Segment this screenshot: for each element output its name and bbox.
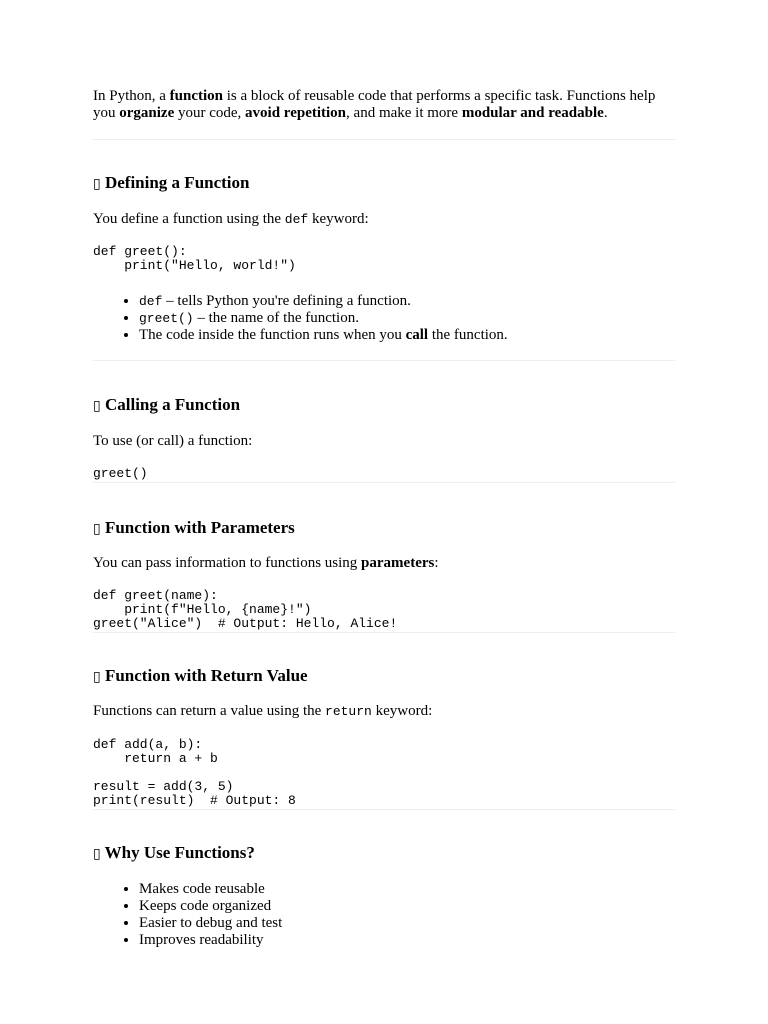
intro-bold-organize: organize [119, 105, 175, 121]
defining-bullet-list [93, 293, 675, 344]
heading-text: Calling a Function [104, 395, 241, 414]
heading-emoji-icon: ▯ [93, 176, 101, 192]
code-block-return: def add(a, b): return a + b result = add(3, 5) print(result) # Output: 8 [93, 737, 296, 808]
list-item-text: the function. [428, 327, 508, 343]
list-item-text: The code inside the function runs when you [139, 327, 406, 343]
heading-text: Function with Parameters [104, 518, 295, 537]
section-divider [93, 809, 675, 810]
intro-text: is a block of reusable code that performs a specific task. Functions help you [93, 88, 656, 121]
document-body [93, 88, 675, 949]
intro-paragraph [93, 88, 675, 122]
heading-emoji-icon: ▯ [93, 846, 101, 862]
heading-function-parameters [93, 518, 675, 539]
heading-emoji-icon: ▯ [93, 521, 101, 537]
heading-text: Function with Return Value [104, 666, 308, 685]
heading-defining-function [93, 173, 675, 194]
section-divider [93, 482, 675, 483]
section-divider [93, 632, 675, 633]
intro-bold-avoid-repetition: avoid repetition [245, 105, 347, 121]
code-block-call: greet() [93, 466, 148, 481]
list-item: • Makes code reusable [139, 881, 675, 898]
heading-text: Defining a Function [104, 173, 250, 192]
list-item [139, 310, 675, 327]
list-item [139, 293, 675, 310]
heading-why-use-functions [93, 843, 675, 864]
parameters-lead [93, 555, 675, 572]
section-divider [93, 139, 675, 140]
inline-code: def [284, 212, 309, 227]
lead-text: Functions can return a value using the [93, 703, 326, 719]
heading-function-return-value [93, 666, 675, 687]
lead-text: You can pass information to functions using [93, 555, 362, 571]
inline-code: return [325, 704, 372, 719]
inline-code: greet() [139, 311, 194, 326]
calling-lead: To use (or call) a function: [93, 433, 253, 449]
heading-emoji-icon: ▯ [93, 398, 101, 414]
intro-text: , and make it more [346, 105, 462, 121]
intro-bold-modular: modular and readable [461, 105, 604, 121]
lead-bold: parameters [361, 555, 435, 571]
why-bullet-list [93, 881, 675, 949]
lead-text: keyword: [371, 703, 433, 719]
list-item-text: – the name of the function. [193, 310, 359, 326]
heading-emoji-icon: ▯ [93, 669, 101, 685]
heading-text: Why Use Functions? [104, 843, 255, 862]
section-divider [93, 360, 675, 361]
intro-text: your code, [174, 105, 246, 121]
list-item-bold: call [405, 327, 429, 343]
intro-text: . [603, 105, 608, 121]
defining-lead [93, 211, 675, 228]
lead-text: : [434, 555, 439, 571]
list-item: • Improves readability [139, 932, 675, 949]
code-block-parameters: def greet(name): print(f"Hello, {name}!") greet("Alice") # Output: Hello, Alice! [93, 588, 398, 631]
lead-text: keyword: [308, 211, 369, 227]
intro-bold-function: function [169, 88, 224, 104]
return-lead [93, 703, 675, 720]
list-item: • Keeps code organized [139, 898, 675, 915]
code-block-define: def greet(): print("Hello, world!") [93, 244, 296, 273]
intro-text: In Python, a [93, 88, 170, 104]
heading-calling-function [93, 395, 675, 416]
list-item-text: – tells Python you're defining a function. [162, 293, 411, 309]
list-item [139, 327, 675, 344]
inline-code: def [139, 294, 163, 309]
lead-text: You define a function using the [93, 211, 285, 227]
list-item: • Easier to debug and test [139, 915, 675, 932]
